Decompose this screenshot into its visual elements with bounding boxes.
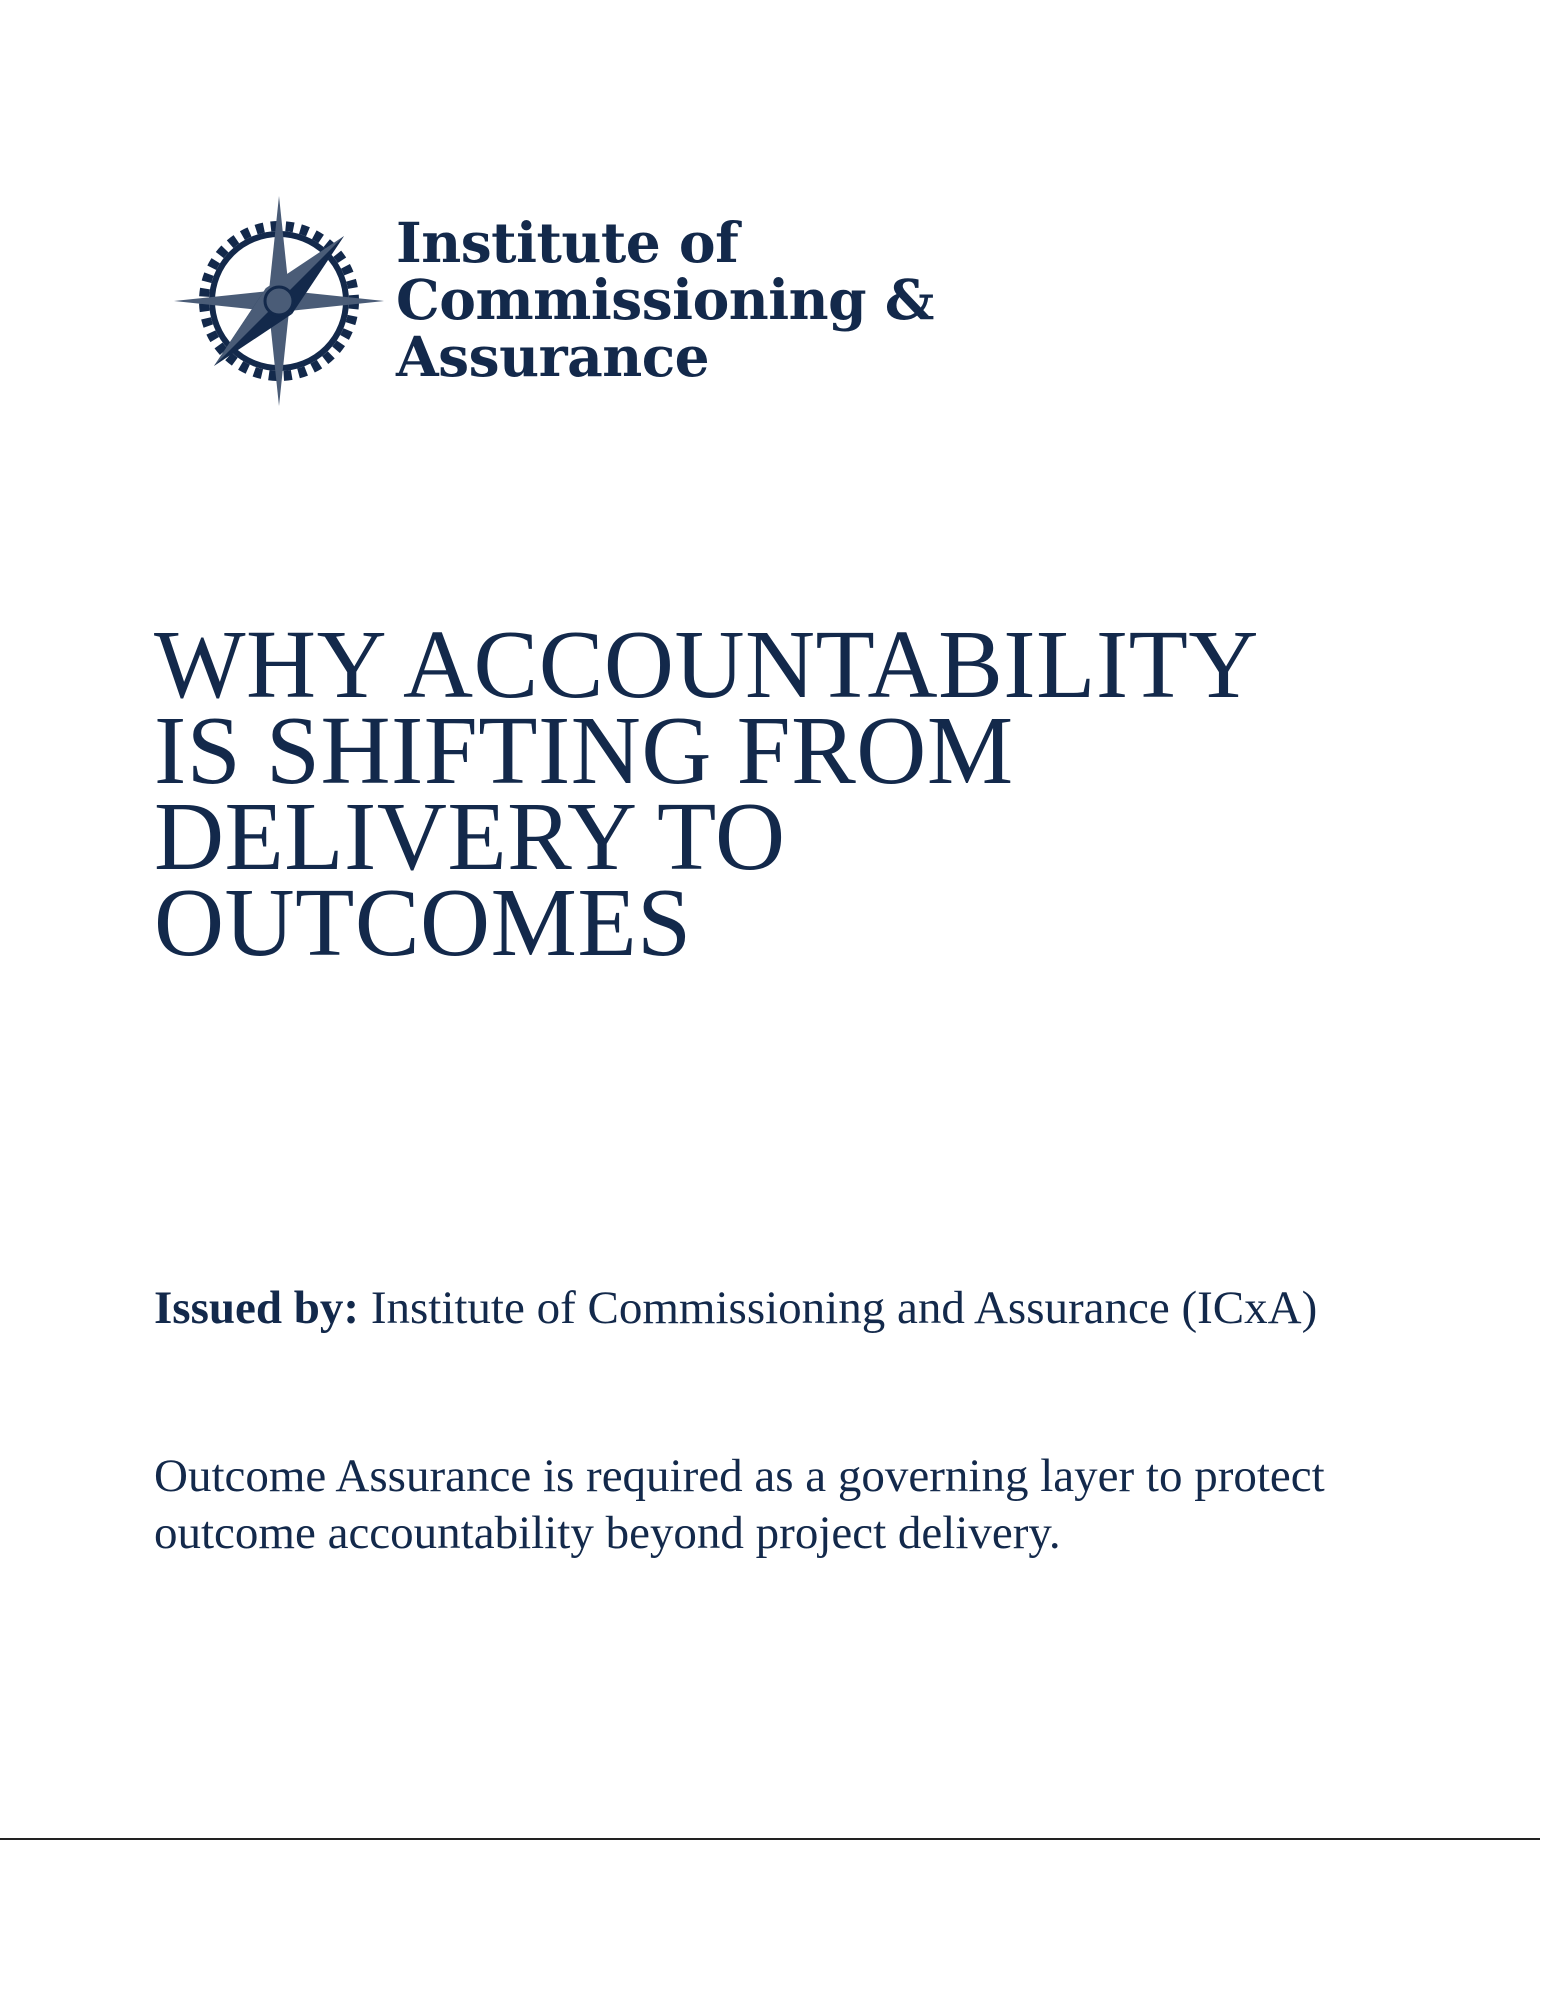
- title-line-1: WHY ACCOUNTABILITY: [154, 611, 1259, 718]
- issued-by-label: Issued by:: [154, 1282, 360, 1334]
- compass-gear-icon: [174, 196, 384, 406]
- institute-logo: [174, 196, 934, 416]
- logo-line-1: Institute of: [396, 210, 739, 275]
- logo-line-3: Assurance: [396, 324, 710, 389]
- title-line-4: OUTCOMES: [154, 869, 692, 976]
- title-line-3: DELIVERY TO: [154, 783, 786, 890]
- issued-by: [154, 1280, 1374, 1336]
- issued-by-value: Institute of Commissioning and Assurance (ICxA): [370, 1282, 1318, 1334]
- document-title: [154, 611, 1414, 976]
- title-line-2: IS SHIFTING FROM: [154, 697, 1014, 804]
- summary-text: Outcome Assurance is required as a governing layer to protect outcome accountability beyond project delivery.: [154, 1450, 1325, 1559]
- footer-divider: [0, 1838, 1540, 1840]
- logo-line-2: Commissioning &: [396, 267, 934, 332]
- logo-wordmark: [396, 210, 934, 389]
